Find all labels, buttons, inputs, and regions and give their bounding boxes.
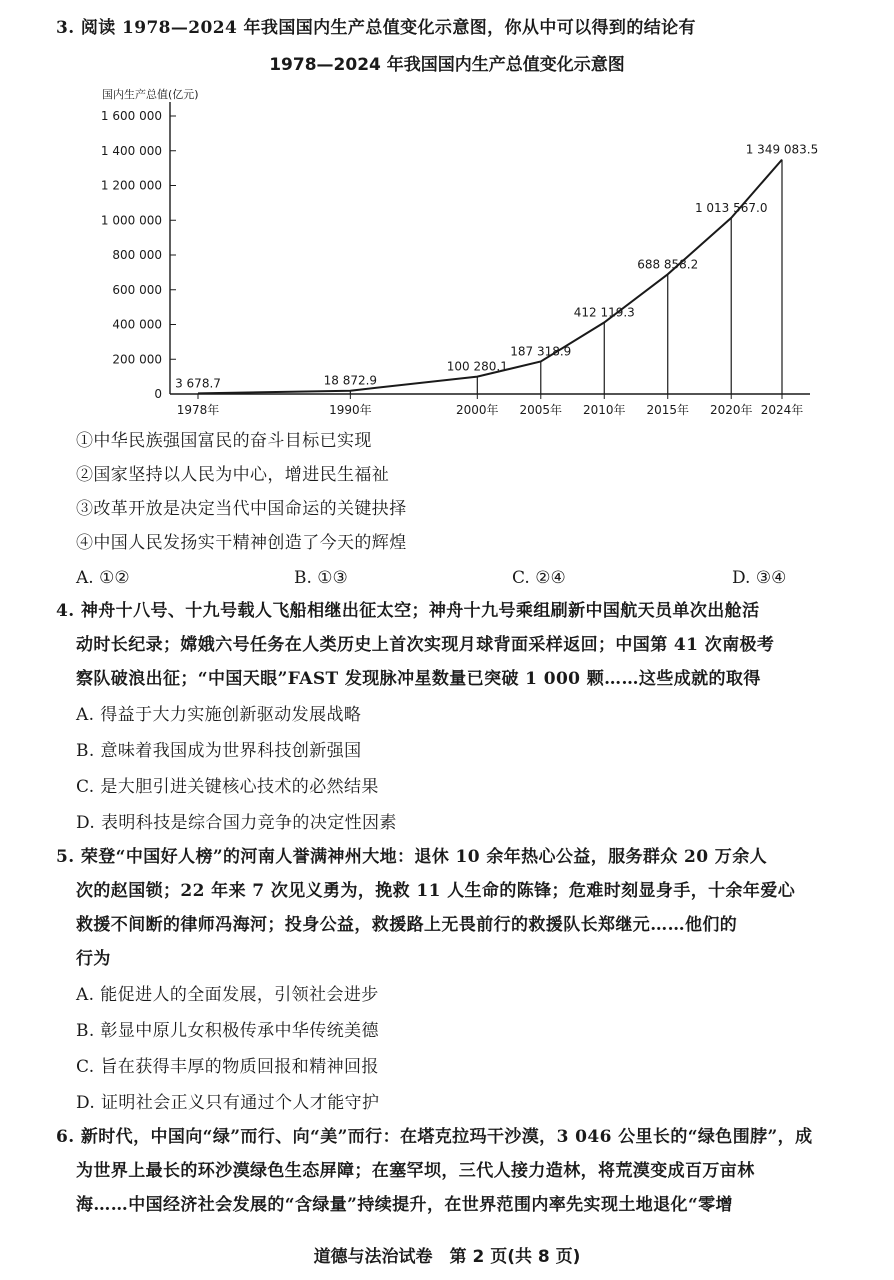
question-5-stem-line-2: 次的赵国锁；22 年来 7 次见义勇为，挽救 11 人生命的陈锋；危难时刻显身手，十余年爱心 — [76, 881, 796, 901]
q3-option-a: A. ①② — [76, 568, 130, 588]
question-4-stem-line-3: 察队破浪出征；“中国天眼”FAST 发现脉冲星数量已突破 1 000 颗……这些成就的取得 — [76, 669, 761, 689]
y-axis-label: 国内生产总值(亿元) — [102, 88, 199, 101]
y-tick-label: 800 000 — [112, 248, 162, 262]
page-footer: 道德与法治试卷 第 2 页(共 8 页) — [313, 1247, 581, 1267]
x-tick-label: 1978年 — [176, 403, 220, 417]
q4-option-a: A. 得益于大力实施创新驱动发展战略 — [76, 705, 362, 725]
q5-option-d: D. 证明社会正义只有通过个人才能守护 — [76, 1093, 380, 1113]
gdp-line-chart — [90, 82, 850, 422]
chart-title: 1978—2024 年我国国内生产总值变化示意图 — [269, 55, 625, 75]
q3-option-b: B. ①③ — [294, 568, 348, 588]
x-tick-label: 2005年 — [519, 403, 563, 417]
data-label: 3 678.7 — [175, 376, 221, 391]
q5-option-c: C. 旨在获得丰厚的物质回报和精神回报 — [76, 1057, 379, 1077]
q4-option-d: D. 表明科技是综合国力竞争的决定性因素 — [76, 813, 397, 833]
y-tick-label: 400 000 — [112, 317, 162, 332]
q4-option-c: C. 是大胆引进关键核心技术的必然结果 — [76, 777, 379, 797]
y-tick-label: 1 000 000 — [100, 213, 162, 228]
data-label: 1 013 567.0 — [694, 200, 768, 215]
q3-statement-2: ②国家坚持以人民为中心，增进民生福祉 — [76, 465, 390, 485]
y-tick-label: 600 000 — [112, 282, 162, 297]
q5-option-b: B. 彰显中原儿女积极传承中华传统美德 — [76, 1021, 379, 1041]
y-tick-label: 1 200 000 — [100, 178, 162, 193]
q3-statement-1: ①中华民族强国富民的奋斗目标已实现 — [76, 431, 372, 451]
data-label: 100 280.1 — [446, 359, 508, 374]
x-tick-label: 2000年 — [456, 403, 499, 417]
question-3-stem: 3. 阅读 1978—2024 年我国国内生产总值变化示意图，你从中可以得到的结论有 — [56, 18, 696, 38]
y-tick-label: 1 400 000 — [100, 143, 162, 158]
q3-option-d: D. ③④ — [732, 568, 787, 588]
data-label: 187 318.9 — [510, 344, 572, 359]
question-5-stem-line-3: 救援不间断的律师冯海河；投身公益，救援路上无畏前行的救援队长郑继元……他们的 — [76, 915, 738, 935]
q5-option-a: A. 能促进人的全面发展，引领社会进步 — [76, 985, 379, 1005]
data-label: 18 872.9 — [323, 373, 378, 388]
question-4-stem-line-1: 4. 神舟十八号、十九号载人飞船相继出征太空；神舟十九号乘组刷新中国航天员单次出舱活 — [56, 601, 760, 621]
question-6-stem-line-2: 为世界上最长的环沙漠绿色生态屏障；在塞罕坝，三代人接力造林，将荒漠变成百万亩林 — [76, 1161, 755, 1181]
q3-statement-4: ④中国人民发扬实干精神创造了今天的辉煌 — [76, 533, 407, 553]
y-tick-label: 1 600 000 — [100, 109, 162, 123]
x-tick-label: 2010年 — [582, 403, 626, 417]
q3-statement-3: ③改革开放是决定当代中国命运的关键抉择 — [76, 499, 407, 519]
question-6-stem-line-3: 海……中国经济社会发展的“含绿量”持续提升，在世界范围内率先实现土地退化“零增 — [76, 1195, 733, 1215]
x-tick-label: 2024年 — [760, 403, 804, 417]
gdp-series-line — [198, 160, 782, 394]
question-4-stem-line-2: 动时长纪录；嫦娥六号任务在人类历史上首次实现月球背面采样返回；中国第 41 次南极考 — [76, 635, 775, 655]
q3-option-c: C. ②④ — [512, 568, 566, 588]
y-tick-label: 0 — [154, 387, 162, 401]
data-label: 688 858.2 — [637, 257, 699, 272]
question-5-stem-line-4: 行为 — [76, 949, 111, 969]
x-tick-label: 2020年 — [709, 403, 753, 417]
x-tick-label: 2015年 — [646, 403, 690, 417]
q4-option-b: B. 意味着我国成为世界科技创新强国 — [76, 741, 362, 761]
data-label: 412 119.3 — [573, 305, 635, 320]
data-label: 1 349 083.5 — [745, 142, 819, 157]
x-tick-label: 1990年 — [329, 403, 372, 417]
question-6-stem-line-1: 6. 新时代，中国向“绿”而行、向“美”而行：在塔克拉玛干沙漠，3 046 公里长的“绿色围脖”，成 — [56, 1127, 813, 1147]
y-tick-label: 200 000 — [112, 352, 162, 367]
question-5-stem-line-1: 5. 荣登“中国好人榜”的河南人誉满神州大地：退休 10 余年热心公益，服务群众 20 万余人 — [56, 847, 768, 867]
